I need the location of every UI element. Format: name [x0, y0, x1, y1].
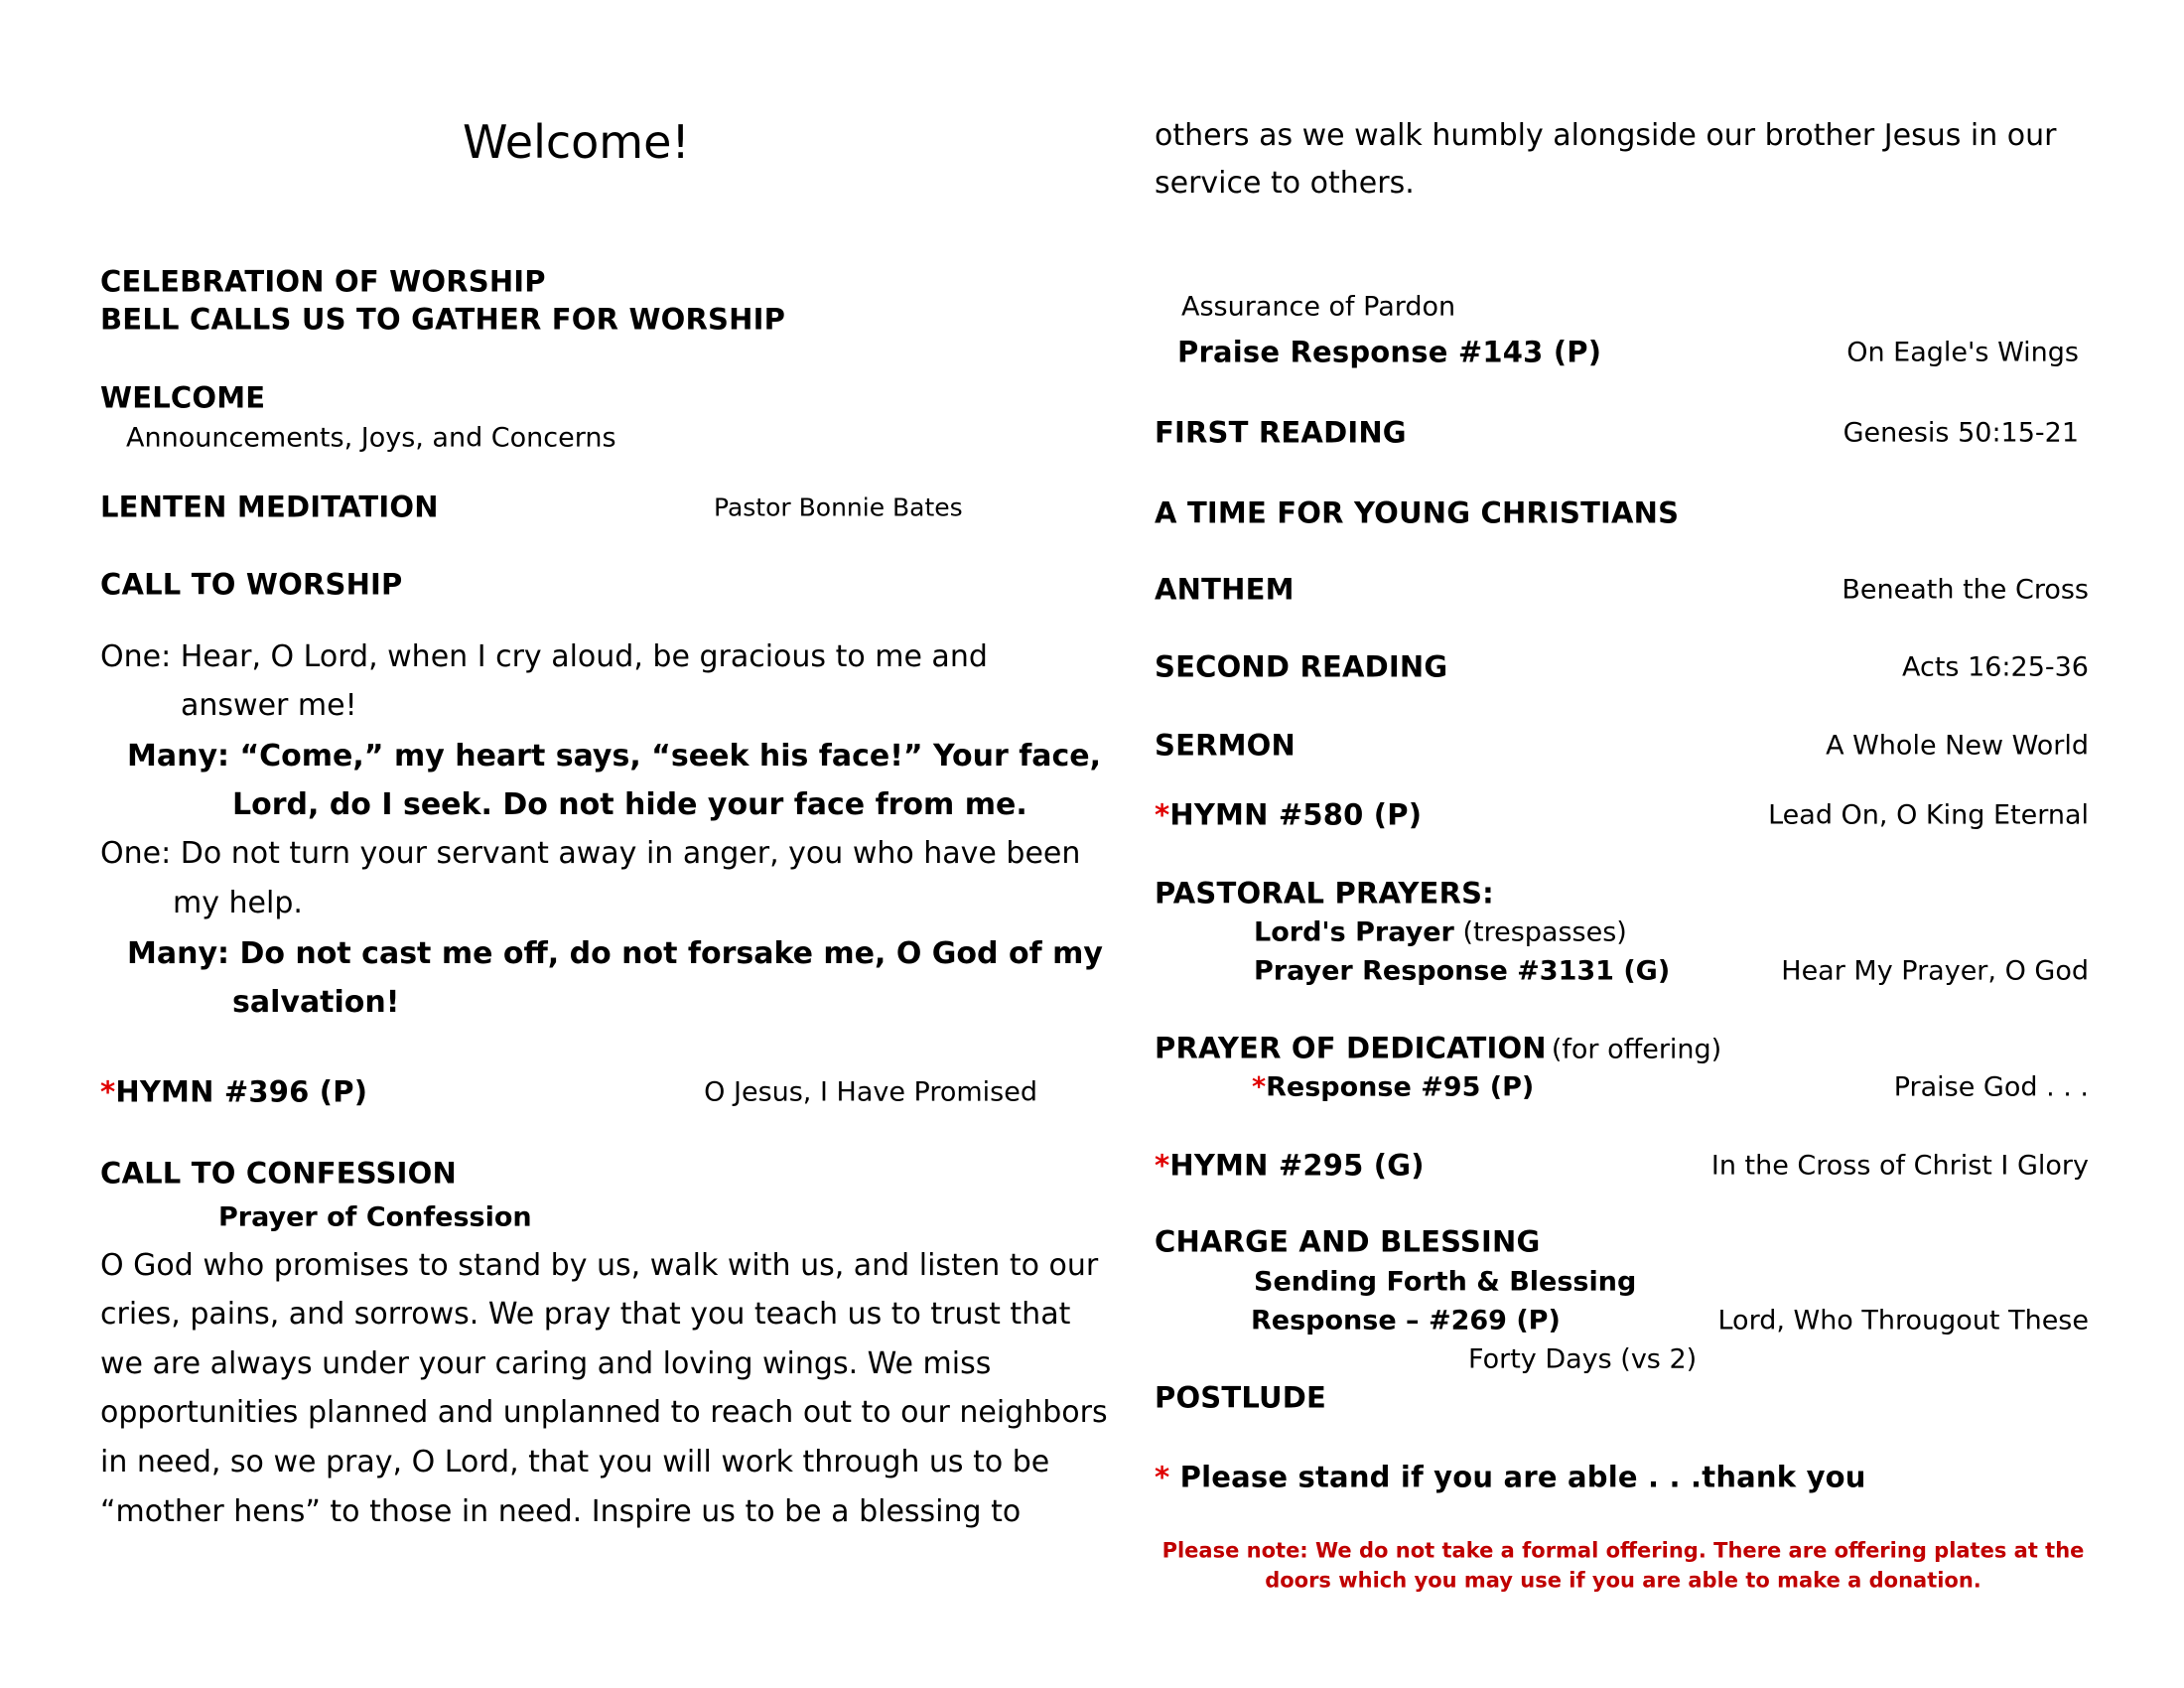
prayer-of-confession-heading: Prayer of Confession — [218, 1201, 532, 1233]
announcements-text: Announcements, Joys, and Concerns — [126, 422, 616, 454]
praise-response-value: On Eagle's Wings — [1846, 337, 2079, 368]
lords-prayer — [1254, 916, 1627, 948]
confession-line: in need, so we pray, O Lord, that you will work through us to be — [100, 1445, 1050, 1479]
litany-line: One: Hear, O Lord, when I cry aloud, be gracious to me and — [100, 639, 988, 674]
litany-line: Lord, do I seek. Do not hide your face from me. — [232, 787, 1027, 822]
hymn-580-title: HYMN #580 (P) — [1169, 797, 1423, 832]
stand-asterisk-icon: * — [1155, 1148, 1170, 1183]
response-269-value-line1: Lord, Who Througout These — [1717, 1305, 2089, 1336]
hymn-580-value: Lead On, O King Eternal — [1768, 799, 2089, 831]
litany-line: One: Do not turn your servant away in anger, you who have been — [100, 836, 1081, 871]
hymn-396-title: HYMN #396 (P) — [115, 1074, 368, 1109]
praise-response-label: Praise Response #143 (P) — [1177, 335, 1602, 369]
litany-line: Many: Do not cast me off, do not forsake me, O God of my — [127, 936, 1103, 971]
response-269-value-line2: Forty Days (vs 2) — [1468, 1343, 1698, 1375]
young-christians: A TIME FOR YOUNG CHRISTIANS — [1155, 495, 1680, 530]
charge-and-blessing: CHARGE AND BLESSING — [1155, 1224, 1541, 1259]
stand-asterisk-icon: * — [1252, 1071, 1267, 1103]
postlude: POSTLUDE — [1155, 1380, 1327, 1415]
continuation-line: others as we walk humbly alongside our brother Jesus in our — [1155, 118, 2057, 153]
anthem-value: Beneath the Cross — [1842, 574, 2089, 606]
continuation-line: service to others. — [1155, 166, 1415, 201]
stand-note-text: Please stand if you are able . . .thank you — [1179, 1460, 1866, 1494]
sermon-value: A Whole New World — [1826, 730, 2089, 762]
second-reading-value: Acts 16:25-36 — [1902, 651, 2089, 683]
dedication — [1155, 1031, 1722, 1065]
response-95-title: Response #95 (P) — [1266, 1071, 1535, 1103]
offering-note-line2: doors which you may use if you are able to make a donation. — [1265, 1568, 1981, 1593]
stand-asterisk-icon: * — [1155, 1460, 1170, 1494]
section-lenten-value: Pastor Bonnie Bates — [714, 492, 963, 522]
response-269-label: Response – #269 (P) — [1251, 1305, 1561, 1336]
litany-line: Many: “Come,” my heart says, “seek his face!” Your face, — [127, 739, 1102, 774]
litany-line: my help. — [173, 886, 303, 920]
stand-asterisk-icon: * — [1155, 797, 1170, 832]
hymn-295-label — [1155, 1148, 1425, 1183]
first-reading-value: Genesis 50:15-21 — [1843, 417, 2079, 449]
prayer-response-label: Prayer Response #3131 (G) — [1254, 955, 1671, 987]
assurance-of-pardon: Assurance of Pardon — [1181, 291, 1456, 323]
stand-asterisk-icon: * — [100, 1074, 116, 1109]
section-lenten-label: LENTEN MEDITATION — [100, 490, 439, 524]
lords-prayer-label: Lord's Prayer — [1254, 916, 1454, 948]
prayer-response-value: Hear My Prayer, O God — [1781, 955, 2089, 987]
confession-line: O God who promises to stand by us, walk with us, and listen to our — [100, 1248, 1099, 1283]
sermon-label: SERMON — [1155, 728, 1297, 763]
page-title: Welcome! — [463, 115, 690, 169]
section-call-to-confession: CALL TO CONFESSION — [100, 1156, 457, 1191]
first-reading-label: FIRST READING — [1155, 415, 1407, 450]
confession-line: we are always under your caring and loving wings. We miss — [100, 1346, 992, 1381]
hymn-580-label — [1155, 797, 1423, 832]
hymn-295-title: HYMN #295 (G) — [1169, 1148, 1425, 1183]
section-celebration: CELEBRATION OF WORSHIP — [100, 264, 546, 299]
confession-line: cries, pains, and sorrows. We pray that you teach us to trust that — [100, 1297, 1071, 1332]
section-call-to-worship: CALL TO WORSHIP — [100, 567, 403, 602]
confession-line: opportunities planned and unplanned to reach out to our neighbors — [100, 1395, 1108, 1430]
response-95-label — [1252, 1071, 1535, 1103]
confession-line: “mother hens” to those in need. Inspire us to be a blessing to — [100, 1494, 1022, 1529]
sending-forth: Sending Forth & Blessing — [1254, 1266, 1637, 1298]
litany-line: salvation! — [232, 985, 400, 1020]
dedication-label: PRAYER OF DEDICATION — [1155, 1031, 1547, 1065]
dedication-note: (for offering) — [1551, 1034, 1722, 1065]
pastoral-prayers: PASTORAL PRAYERS: — [1155, 876, 1494, 911]
anthem-label: ANTHEM — [1155, 572, 1295, 607]
litany-line: answer me! — [181, 688, 357, 723]
offering-note-line1: Please note: We do not take a formal offering. There are offering plates at the — [1161, 1538, 2085, 1563]
hymn-295-value: In the Cross of Christ I Glory — [1710, 1150, 2089, 1182]
section-welcome: WELCOME — [100, 380, 266, 415]
hymn-396-value: O Jesus, I Have Promised — [704, 1076, 1037, 1108]
section-bell: BELL CALLS US TO GATHER FOR WORSHIP — [100, 302, 786, 337]
second-reading-label: SECOND READING — [1155, 649, 1448, 684]
stand-note — [1155, 1460, 1866, 1494]
response-95-value: Praise God . . . — [1893, 1071, 2089, 1103]
lords-prayer-note: (trespasses) — [1462, 916, 1627, 948]
hymn-396-label — [100, 1074, 368, 1109]
